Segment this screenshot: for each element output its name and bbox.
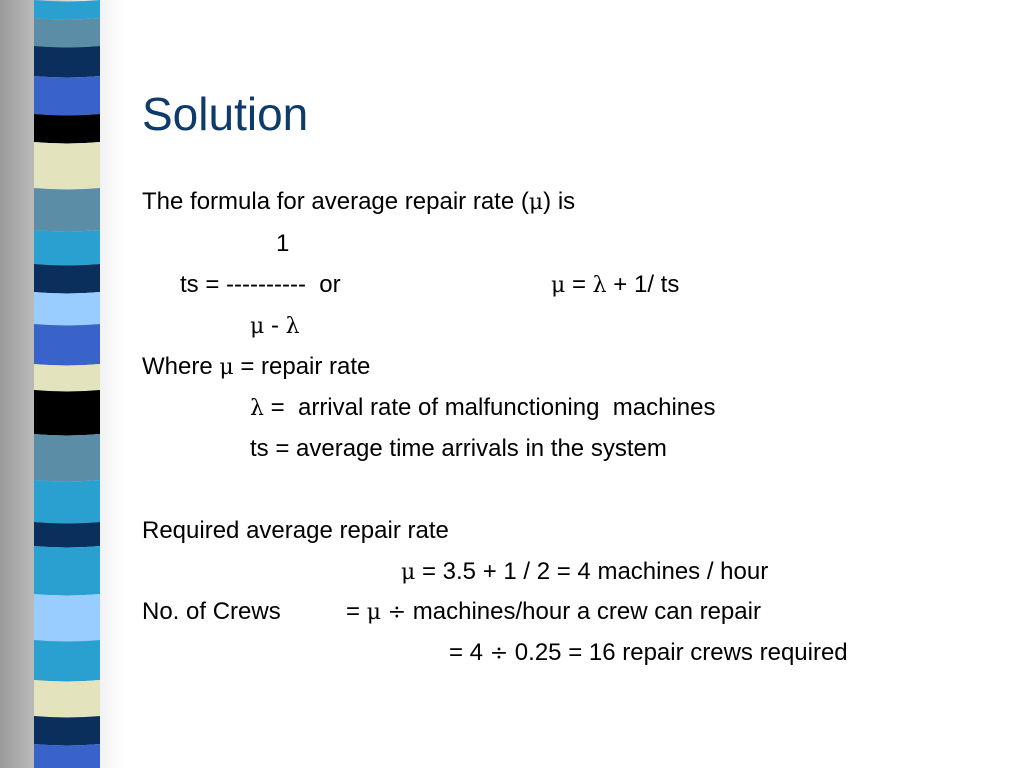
required-rate-heading: Required average repair rate xyxy=(142,517,449,544)
formula-intro-line xyxy=(142,187,575,218)
where-text: Where xyxy=(142,353,220,380)
lambda-symbol: λ xyxy=(285,314,300,339)
fraction-numerator: 1 xyxy=(276,230,290,257)
decorative-color-strip xyxy=(34,0,100,768)
strip-block xyxy=(34,744,100,768)
strip-block xyxy=(34,188,100,232)
alternate-formula-rest: + 1/ ts xyxy=(606,271,680,298)
required-rate-rest: = 3.5 + 1 / 2 = 4 machines / hour xyxy=(415,558,769,585)
definition-ts: ts = average time arrivals in the system xyxy=(250,435,667,462)
definition-lambda-rest: = arrival rate of malfunctioning machines xyxy=(263,394,716,421)
strip-block xyxy=(34,0,100,20)
lambda-symbol: λ xyxy=(592,273,607,298)
mu-symbol: μ xyxy=(250,314,265,339)
strip-block xyxy=(34,264,100,294)
strip-block xyxy=(34,546,100,596)
strip-block xyxy=(34,434,100,482)
fraction-line-ts: ts = ---------- or xyxy=(180,271,341,298)
crews-label: No. of Crews xyxy=(142,598,281,625)
lambda-symbol: λ xyxy=(250,396,264,421)
crews-equals: = xyxy=(346,598,367,625)
slide-title: Solution xyxy=(142,88,309,140)
strip-block xyxy=(34,76,100,116)
crews-space xyxy=(381,598,388,625)
mu-symbol: μ xyxy=(528,190,544,215)
strip-block xyxy=(34,142,100,190)
strip-block xyxy=(34,480,100,524)
strip-block xyxy=(34,46,100,78)
crews-formula-rest: machines/hour a crew can repair xyxy=(406,598,761,625)
mu-symbol: μ xyxy=(366,600,381,625)
strip-block xyxy=(34,364,100,392)
mu-symbol: μ xyxy=(219,355,234,380)
strip-block xyxy=(34,114,100,144)
strip-block xyxy=(34,522,100,548)
equals-text: = xyxy=(565,271,593,298)
crews-result-rest: 0.25 = 16 repair crews required xyxy=(508,639,848,666)
formula-intro-text: The formula for average repair rate ( xyxy=(142,188,529,215)
crews-result-start: = 4 xyxy=(449,639,490,666)
strip-block xyxy=(34,292,100,326)
definition-mu-rest: = repair rate xyxy=(233,353,371,380)
mu-symbol: μ xyxy=(401,560,416,585)
definition-lambda xyxy=(250,393,716,424)
divide-symbol: ÷ xyxy=(387,600,407,625)
definition-mu xyxy=(142,352,370,383)
minus-text: - xyxy=(264,312,286,339)
required-rate-calculation xyxy=(401,557,768,588)
strip-block xyxy=(34,680,100,718)
crews-formula xyxy=(346,597,761,628)
strip-block xyxy=(34,230,100,266)
strip-block xyxy=(34,716,100,746)
strip-block xyxy=(34,594,100,642)
alternate-formula xyxy=(551,270,679,301)
strip-block xyxy=(34,324,100,366)
mu-symbol: μ xyxy=(551,273,566,298)
strip-block xyxy=(34,390,100,436)
strip-block xyxy=(34,640,100,682)
fraction-denominator xyxy=(250,311,300,342)
crews-result xyxy=(449,638,848,669)
strip-block xyxy=(34,18,100,48)
formula-intro-rest: ) is xyxy=(543,188,576,215)
divide-symbol: ÷ xyxy=(489,641,509,666)
